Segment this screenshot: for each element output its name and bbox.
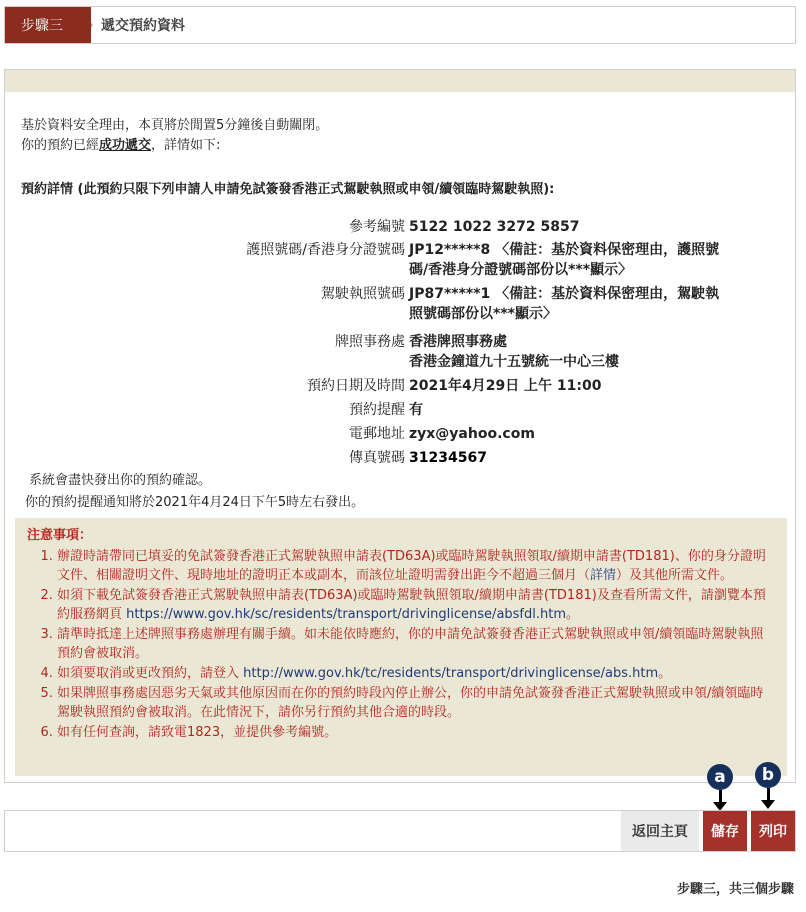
reminder-value: 有: [409, 402, 423, 418]
detail-row-licence: [5, 285, 797, 325]
confirmation-panel: [4, 69, 796, 783]
detail-row-fax: [5, 449, 797, 469]
notes-list: [27, 547, 775, 742]
security-notice: 基於資料安全理由，本頁將於閒置5分鐘後自動關閉。: [21, 118, 329, 133]
step-header: [4, 6, 796, 44]
notes-title: 注意事項：: [27, 528, 93, 543]
reminder-label: 預約提醒: [349, 402, 405, 418]
detail-row-reference: [5, 218, 797, 238]
step-badge-arrow: [77, 7, 91, 43]
reference-label: 參考編號: [349, 219, 405, 235]
panel-top-band: [5, 70, 795, 92]
detail-row-email: [5, 425, 797, 445]
step-progress-text: 步驟三，共三個步驟: [676, 882, 794, 897]
print-button[interactable]: 列印: [751, 811, 795, 851]
office-label: 牌照事務處: [335, 334, 405, 350]
detail-row-datetime: [5, 377, 797, 397]
fax-value: 31234567: [409, 450, 487, 466]
note-1-text-a: 辦證時請帶同已填妥的免試簽發香港正式駕駛執照申請表(TD63A)或臨時駕駛執照領取/續期申請書(TD181)、你的身分證明文件、相關證明文件、現時地址的證明正本或副本，而該位址證明需發出距今不超過三個月（: [57, 549, 766, 583]
note-item-4: [57, 664, 775, 683]
office-value-line2: 香港金鐘道九十五號統一中心三樓: [409, 354, 619, 370]
note-4-text-a: 如須要取消或更改預約，請登入: [57, 666, 244, 681]
note-item-2: [57, 586, 775, 624]
note-2-text-a: 如須下載免試簽發香港正式駕駛執照申請表(TD63A)或臨時駕駛執照領取/續期申請書(TD181)及查看所需文件，請瀏覽本預約服務網頁: [57, 588, 766, 622]
intro-text: [21, 116, 328, 156]
fax-label: 傳真號碼: [349, 450, 405, 466]
marker-b-arrow-head: [761, 800, 775, 809]
details-link[interactable]: 詳情: [590, 568, 617, 583]
email-label: 電郵地址: [349, 426, 405, 442]
id-label: 護照號碼/香港身分證號碼: [246, 242, 405, 258]
note-item-5: 5. 如果牌照事務處因惡劣天氣或其他原因而在你的預約時段內停止辦公，你的申請免試簽發香港正式駕駛執照或申領/續領臨時駕駛執照預約會被取消。在此情況下，請你另行預約其他合適的時段。: [57, 684, 775, 722]
email-value: zyx@yahoo.com: [409, 426, 535, 442]
id-value-line2: 碼/香港身分證號碼部份以***顯示〉: [409, 262, 633, 278]
reference-value: 5122 1022 3272 5857: [409, 219, 580, 235]
licence-label: 駕駛執照號碼: [321, 286, 405, 302]
detail-row-office: [5, 333, 797, 373]
licence-value-line2: 照號碼部份以***顯示〉: [409, 306, 557, 322]
note-2-text-b: 。: [566, 607, 580, 622]
note-1-text-b: ）及其他所需文件。: [616, 568, 734, 583]
id-value-line1: JP12*****8 〈備註：基於資料保密理由，護照號: [409, 242, 720, 258]
marker-a: a: [707, 764, 733, 790]
note-item-3: 3. 請準時抵達上述牌照事務處辦理有關手續。如未能依時應約，你的申請免試簽發香港正式駕駛執照或申領/續領臨時駕駛執照預約會被取消。: [57, 625, 775, 663]
step-badge-label: 步驟三: [21, 18, 63, 34]
detail-row-reminder: [5, 401, 797, 421]
marker-b: b: [755, 762, 781, 788]
home-button[interactable]: 返回主頁: [621, 811, 699, 851]
save-button[interactable]: 儲存: [703, 811, 747, 851]
confirmation-notice: 系統會盡快發出你的預約確認。: [29, 473, 212, 488]
note-4-text-b: 。: [658, 666, 672, 681]
cancel-booking-link[interactable]: http://www.gov.hk/tc/residents/transport/drivinglicense/abs.htm: [243, 666, 659, 681]
submitted-prefix: 你的預約已經: [21, 138, 100, 153]
note-item-1: [57, 547, 775, 585]
datetime-label: 預約日期及時間: [307, 378, 405, 394]
download-forms-link[interactable]: https://www.gov.hk/sc/residents/transport/drivinglicense/absfdl.htm: [126, 607, 567, 622]
notes-box: [15, 518, 787, 776]
note-item-6: 6. 如有任何查詢，請致電1823，並提供參考編號。: [57, 723, 775, 742]
submitted-notice: [21, 136, 328, 156]
licence-value-line1: JP87*****1 〈備註：基於資料保密理由，駕駛執: [409, 286, 720, 302]
submitted-emphasis: 成功遞交: [99, 138, 152, 153]
reminder-notice: 你的預約提醒通知將於2021年4月24日下午5時左右發出。: [25, 495, 365, 510]
step-title: 遞交預約資料: [101, 18, 185, 34]
details-heading: 預約詳情 (此預約只限下列申請人申請免試簽發香港正式駕駛執照或申領/續領臨時駕駛執照):: [21, 182, 555, 197]
submitted-suffix: ，詳情如下:: [151, 138, 221, 153]
detail-row-id: [5, 241, 797, 281]
datetime-value: 2021年4月29日 上午 11:00: [409, 378, 602, 394]
action-bar: [4, 810, 796, 852]
office-value-line1: 香港牌照事務處: [409, 334, 507, 350]
